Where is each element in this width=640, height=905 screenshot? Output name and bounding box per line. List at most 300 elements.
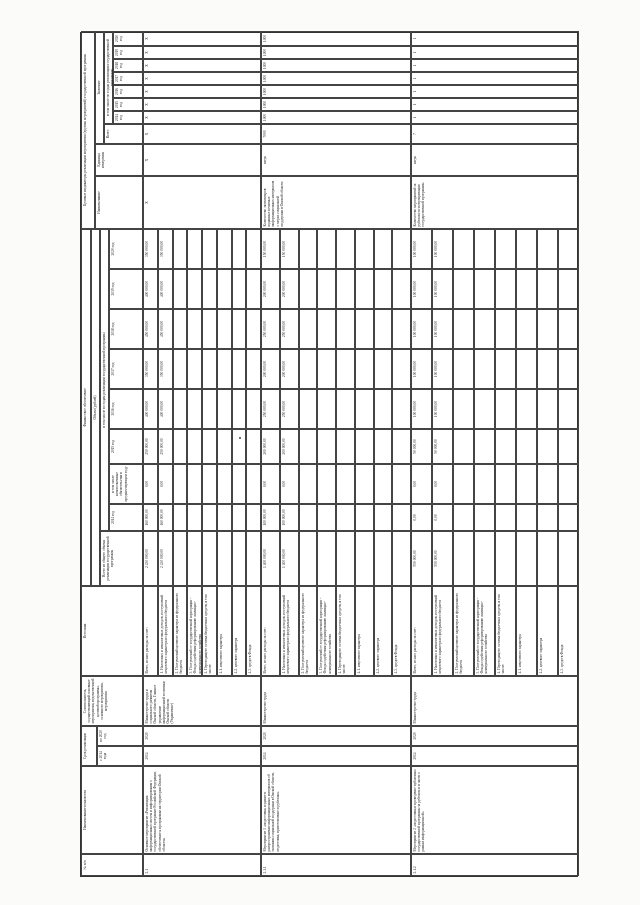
- row-value-v2018: 100 000,00: [411, 309, 432, 349]
- row-value-total: [187, 531, 202, 586]
- row-value-v2015: 200 000,00: [280, 429, 299, 464]
- row-value-v2014: [474, 504, 495, 531]
- row-value-v2015: [558, 429, 579, 464]
- row-value-v2016: [453, 389, 474, 429]
- row-value-v2019: [392, 269, 411, 309]
- row-source-line: 4.2. целевого характера: [232, 586, 247, 676]
- row-value-v2019: [374, 269, 393, 309]
- row-year-value: X: [143, 85, 261, 98]
- header-target-group: Целевые индикаторы реализации мероприятия (группы мероприятий) государственной программы: [81, 31, 95, 229]
- row-value-v2014b: 0,00: [411, 464, 432, 504]
- row-value-v2020: [317, 229, 336, 269]
- row-value-v2016: [246, 389, 261, 429]
- header-all: Всего: [104, 124, 143, 144]
- row-value-v2017: [173, 349, 188, 389]
- row-value-v2014: [187, 504, 202, 531]
- row-to: 2020: [143, 726, 261, 746]
- row-value-v2014b: [453, 464, 474, 504]
- row-exec: Министерство труда: [411, 676, 579, 726]
- row-num: 2.1.1: [261, 854, 411, 876]
- row-year-value: 1: [411, 46, 579, 59]
- row-value-v2018: 100 000,00: [432, 309, 453, 349]
- row-value-v2014b: [232, 464, 247, 504]
- row-value-v2018: [392, 309, 411, 349]
- header-ind-years: в том числе по годам реализации государственной программы: [104, 31, 113, 124]
- row-value-v2014b: 0,00: [261, 464, 280, 504]
- row-value-v2019: 100 000,00: [432, 269, 453, 309]
- row-value-v2014b: [317, 464, 336, 504]
- row-value-v2016: [392, 389, 411, 429]
- row-value-v2017: [246, 349, 261, 389]
- row-value-v2015: [299, 429, 318, 464]
- row-value-v2014: [217, 504, 232, 531]
- row-unit: штук: [411, 144, 579, 176]
- row-value-v2020: [392, 229, 411, 269]
- row-year-value: 1000: [261, 72, 411, 85]
- header-ind-name: Наименование: [95, 176, 143, 229]
- row-value-v2020: [355, 229, 374, 269]
- row-ind-name: Количество экземпляров изданных печатных информационных материалов о мерах социальной поддержки в Омской области: [261, 176, 411, 229]
- row-source-line: 2. Поступлений целевого характера из федерального бюджета: [453, 586, 474, 676]
- header-years-sub: в том числе по годам реализации государственной программы: [100, 229, 109, 531]
- row-value-v2014: [392, 504, 411, 531]
- row-value-v2016: 100 000,00: [411, 389, 432, 429]
- header-num: № п/п: [81, 854, 143, 876]
- row-value-v2014: [173, 504, 188, 531]
- row-unit: X: [143, 144, 261, 176]
- row-value-v2014b: [336, 464, 355, 504]
- row-source-line: 4.3. средств Фонда: [246, 586, 261, 676]
- row-value-v2015: [537, 429, 558, 464]
- row-year-value: 1000: [261, 111, 411, 124]
- row-value-v2019: [232, 269, 247, 309]
- row-value-v2016: [558, 389, 579, 429]
- row-value-v2014b: [173, 464, 188, 504]
- row-value-v2019: 400 000,00: [143, 269, 158, 309]
- row-value-v2019: [495, 269, 516, 309]
- row-value-v2016: [202, 389, 217, 429]
- header-source: Источник: [81, 586, 143, 676]
- row-value-v2019: 100 000,00: [411, 269, 432, 309]
- header-y2018: 2018 год: [113, 59, 143, 72]
- row-value-v2020: [173, 229, 188, 269]
- row-value-v2018: [516, 309, 537, 349]
- row-value-v2018: 250 000,00: [261, 309, 280, 349]
- row-value-v2020: [299, 229, 318, 269]
- row-unit: штук: [261, 144, 411, 176]
- row-year-value: 1: [411, 59, 579, 72]
- header-col-2014: 2014 год: [109, 504, 143, 531]
- row-value-total: 1 400 000,00: [261, 531, 280, 586]
- row-value-v2015: [217, 429, 232, 464]
- header-total: Всего из общего объема реализации государственной программы: [100, 531, 143, 586]
- row-value-v2017: [202, 349, 217, 389]
- row-value-v2019: [355, 269, 374, 309]
- row-num: 2.1: [143, 854, 261, 876]
- row-value-v2018: [246, 309, 261, 349]
- row-value-v2019: [336, 269, 355, 309]
- row-value-v2020: [537, 229, 558, 269]
- row-value-v2020: 350 000,00: [158, 229, 173, 269]
- row-value-v2020: [495, 229, 516, 269]
- row-ind-name: X: [143, 176, 261, 229]
- row-value-v2016: 400 000,00: [143, 389, 158, 429]
- header-from: с 2014 года: [97, 746, 143, 766]
- header-fin-group: Финансовое обеспечение: [81, 229, 91, 586]
- header-col-2017: 2017 год: [109, 349, 143, 389]
- row-source-line: 4.2. целевого характера: [374, 586, 393, 676]
- row-year-value: X: [143, 111, 261, 124]
- row-year-value: 1: [411, 85, 579, 98]
- row-exec: Министерство труда: [261, 676, 411, 726]
- row-value-total: [232, 531, 247, 586]
- row-value-v2015: 200 000,00: [261, 429, 280, 464]
- row-value-v2015: 50 000,00: [432, 429, 453, 464]
- row-value-v2016: [299, 389, 318, 429]
- row-value-v2019: 200 000,00: [261, 269, 280, 309]
- row-value-v2015: [232, 429, 247, 464]
- row-value-total: 550 000,00: [432, 531, 453, 586]
- header-col-2016: 2016 год: [109, 389, 143, 429]
- row-source-line: 4. Переходящего остатка бюджетных средств, в том числе:: [336, 586, 355, 676]
- row-value-v2014: [558, 504, 579, 531]
- row-value-v2020: 350 000,00: [143, 229, 158, 269]
- row-value-v2018: 450 000,00: [158, 309, 173, 349]
- row-source-line: Всего, из них расходы за счет:: [261, 586, 280, 676]
- row-value-v2017: [495, 349, 516, 389]
- row-source-line: 1. Налоговых и неналоговых доходов, поступлений нецелевого характера из федерального бюджета: [280, 586, 299, 676]
- row-value-v2014b: [217, 464, 232, 504]
- row-value-v2014b: 0,00: [280, 464, 299, 504]
- row-value-v2017: [336, 349, 355, 389]
- row-source-line: 4.3. средств Фонда: [558, 586, 579, 676]
- row-value-v2019: [217, 269, 232, 309]
- row-value-v2017: 100 000,00: [432, 349, 453, 389]
- row-value-v2016: [495, 389, 516, 429]
- row-value-v2014b: [495, 464, 516, 504]
- header-col-2019: 2019 год: [109, 269, 143, 309]
- row-value-v2017: 350 000,00: [158, 349, 173, 389]
- header-y2020: 2020 год: [113, 31, 143, 46]
- row-value-v2017: [299, 349, 318, 389]
- row-value-v2015: [474, 429, 495, 464]
- row-value-v2018: [453, 309, 474, 349]
- row-value-total: [495, 531, 516, 586]
- row-value-v2015: [516, 429, 537, 464]
- row-source-line: 4.2. целевого характера: [537, 586, 558, 676]
- row-year-value: 1: [411, 98, 579, 111]
- row-value-v2014: [246, 504, 261, 531]
- row-value-v2014: [537, 504, 558, 531]
- header-col-2015: 2015 год: [109, 429, 143, 464]
- row-value-v2017: [232, 349, 247, 389]
- row-value-v2014: 0,00: [411, 504, 432, 531]
- row-source-line: 4. Переходящего остатка бюджетных средств, в том числе:: [202, 586, 217, 676]
- row-value-v2014: 100 000,00: [261, 504, 280, 531]
- row-value-v2017: 200 000,00: [280, 349, 299, 389]
- row-value-v2017: [516, 349, 537, 389]
- row-value-v2016: 250 000,00: [261, 389, 280, 429]
- row-value-total: [558, 531, 579, 586]
- row-year-value: 1: [411, 111, 579, 124]
- row-value-v2016: [187, 389, 202, 429]
- row-from: 2014: [411, 746, 579, 766]
- row-value-v2016: [355, 389, 374, 429]
- row-value-v2017: [453, 349, 474, 389]
- row-value-v2020: [453, 229, 474, 269]
- header-col-2020: 2020 год: [109, 229, 143, 269]
- row-value-v2020: 150 000,00: [261, 229, 280, 269]
- header-vol-group: Объем (рублей): [91, 229, 100, 586]
- row-value-v2019: [516, 269, 537, 309]
- row-year-value: 1000: [261, 31, 411, 46]
- row-value-v2014b: [202, 464, 217, 504]
- row-value-v2018: [187, 309, 202, 349]
- row-exec: Министерство труда и социального развития Омской области, Главное управление информационной политики Омской области (Управление): [143, 676, 261, 726]
- row-value-v2018: [217, 309, 232, 349]
- row-value-v2017: [355, 349, 374, 389]
- header-col-2014b: в том числе неисполненные обязательства в предшествующем году: [109, 464, 143, 504]
- row-source-line: 3. Поступлений от государственной корпорации - Фонда содействия реформированию жилищно-коммунального хозяйства: [187, 586, 202, 676]
- row-value-v2016: 400 000,00: [158, 389, 173, 429]
- header-y2014: 2014 год: [113, 111, 143, 124]
- row-source-line: 4. Переходящего остатка бюджетных средств, в том числе:: [495, 586, 516, 676]
- row-value-total: 1 400 000,00: [280, 531, 299, 586]
- header-col-2018: 2018 год: [109, 309, 143, 349]
- row-value-total: 2 430 000,00: [143, 531, 158, 586]
- row-to: 2020: [411, 726, 579, 746]
- row-value-total: [299, 531, 318, 586]
- row-value-v2016: [336, 389, 355, 429]
- row-value-v2020: 100 000,00: [411, 229, 432, 269]
- row-value-total: [537, 531, 558, 586]
- row-value-v2020: [232, 229, 247, 269]
- row-value-v2015: [374, 429, 393, 464]
- row-source-line: 4.1. нецелевого характера: [217, 586, 232, 676]
- row-value-v2017: 350 000,00: [143, 349, 158, 389]
- row-source-line: Всего, из них расходы за счет:: [143, 586, 158, 676]
- row-value-v2016: 250 000,00: [280, 389, 299, 429]
- row-value-total: [453, 531, 474, 586]
- row-value-v2016: 100 000,00: [432, 389, 453, 429]
- row-value-v2018: [537, 309, 558, 349]
- row-value-v2020: 100 000,00: [432, 229, 453, 269]
- row-value-v2019: [537, 269, 558, 309]
- row-value-total: [516, 531, 537, 586]
- row-value-v2020: [187, 229, 202, 269]
- row-value-v2018: 250 000,00: [280, 309, 299, 349]
- row-value-total: [202, 531, 217, 586]
- row-ind-name: Количество мероприятий за рубежом по популяризации государственной программы: [411, 176, 579, 229]
- row-value-v2014: 160 000,00: [143, 504, 158, 531]
- row-value-v2017: [374, 349, 393, 389]
- row-source-line: 4.1. нецелевого характера: [355, 586, 374, 676]
- row-value-v2020: [558, 229, 579, 269]
- row-value-v2014b: [246, 464, 261, 504]
- row-name: Основное мероприятие «Реализация информационных систем и информирования о государственной программе Российской Федерации, обеспечение к программам на территории Омской области»: [143, 766, 261, 854]
- row-value-v2014: [232, 504, 247, 531]
- row-year-value: X: [143, 98, 261, 111]
- row-value-v2014: [202, 504, 217, 531]
- row-value-v2014b: [187, 464, 202, 504]
- row-source-line: 1. Налоговых и неналоговых доходов, поступлений нецелевого характера из федерального бюджета: [432, 586, 453, 676]
- row-value-v2017: [392, 349, 411, 389]
- row-value-v2014: [355, 504, 374, 531]
- row-value-v2018: [299, 309, 318, 349]
- row-value-v2014: [516, 504, 537, 531]
- row-value-v2017: 100 000,00: [411, 349, 432, 389]
- row-value-v2015: [173, 429, 188, 464]
- header-y2015: 2015 год: [113, 98, 143, 111]
- row-value-v2018: [173, 309, 188, 349]
- row-value-v2015: [202, 429, 217, 464]
- row-value-v2014b: [392, 464, 411, 504]
- row-value-v2014b: [558, 464, 579, 504]
- row-value-v2019: [453, 269, 474, 309]
- row-value-v2019: [202, 269, 217, 309]
- row-value-v2018: [336, 309, 355, 349]
- row-value-v2020: [246, 229, 261, 269]
- row-value-v2016: [537, 389, 558, 429]
- row-source-line: 2. Поступлений целевого характера из федерального бюджета: [299, 586, 318, 676]
- row-source-line: Всего, из них расходы за счет:: [411, 586, 432, 676]
- row-value-v2014: [374, 504, 393, 531]
- row-value-v2019: 400 000,00: [158, 269, 173, 309]
- row-value-total: [355, 531, 374, 586]
- header-y2017: 2017 год: [113, 72, 143, 85]
- row-value-v2019: [187, 269, 202, 309]
- row-from: 2014: [261, 746, 411, 766]
- row-value-v2014b: [374, 464, 393, 504]
- row-value-v2017: 200 000,00: [261, 349, 280, 389]
- row-value-v2014b: [516, 464, 537, 504]
- row-value-v2016: [232, 389, 247, 429]
- row-value-total: [392, 531, 411, 586]
- row-value-v2018: [232, 309, 247, 349]
- row-value-v2014b: [474, 464, 495, 504]
- header-period: Срок реализации: [81, 726, 97, 766]
- row-value-v2018: 450 000,00: [143, 309, 158, 349]
- row-source-line: 4.1. нецелевого характера: [516, 586, 537, 676]
- row-value-v2019: [246, 269, 261, 309]
- row-year-value: X: [143, 72, 261, 85]
- row-value-v2016: [474, 389, 495, 429]
- row-value-v2020: [516, 229, 537, 269]
- row-value-v2019: [299, 269, 318, 309]
- row-value-v2019: [558, 269, 579, 309]
- header-to: по 2020 год: [97, 726, 143, 746]
- row-value-v2014b: [299, 464, 318, 504]
- header-y2016: 2016 год: [113, 85, 143, 98]
- row-value-v2014b: [537, 464, 558, 504]
- row-value-v2020: [374, 229, 393, 269]
- row-year-value: 1000: [261, 98, 411, 111]
- row-year-value: 1000: [261, 59, 411, 72]
- row-value-v2014b: 0,00: [158, 464, 173, 504]
- row-value-v2015: [355, 429, 374, 464]
- row-year-value: 1000: [261, 85, 411, 98]
- header-name: Наименование показателя: [81, 766, 143, 854]
- row-value-v2017: [558, 349, 579, 389]
- header-unit: Единица измерения: [95, 144, 143, 176]
- row-value-v2014b: [355, 464, 374, 504]
- row-value-v2019: [173, 269, 188, 309]
- row-year-value: X: [143, 46, 261, 59]
- row-value-v2017: [187, 349, 202, 389]
- row-value-v2020: [217, 229, 232, 269]
- row-value-v2014b: 0,00: [432, 464, 453, 504]
- header-y2019: 2019 год: [113, 46, 143, 59]
- row-value-v2014: [336, 504, 355, 531]
- row-value-v2015: [187, 429, 202, 464]
- row-year-value: 1000: [261, 46, 411, 59]
- row-all: X: [143, 124, 261, 144]
- row-value-v2018: [495, 309, 516, 349]
- row-value-v2014b: 0,00: [143, 464, 158, 504]
- row-value-v2019: [474, 269, 495, 309]
- row-value-v2014: [299, 504, 318, 531]
- row-value-v2019: [317, 269, 336, 309]
- row-all: 7000: [261, 124, 411, 144]
- row-value-v2018: [374, 309, 393, 349]
- row-from: 2014: [143, 746, 261, 766]
- row-value-v2016: [516, 389, 537, 429]
- row-value-v2020: [336, 229, 355, 269]
- row-value-v2015: 250 000,00: [143, 429, 158, 464]
- row-value-v2014: 160 000,00: [158, 504, 173, 531]
- row-value-total: 2 430 000,00: [158, 531, 173, 586]
- row-year-value: 1: [411, 72, 579, 85]
- row-value-v2016: [374, 389, 393, 429]
- row-value-v2015: [336, 429, 355, 464]
- row-value-total: [317, 531, 336, 586]
- row-source-line: 1. Налоговых и неналоговых доходов, поступлений нецелевого характера из федерального бюджета: [158, 586, 173, 676]
- row-value-v2015: 50 000,00: [411, 429, 432, 464]
- row-value-v2019: 200 000,00: [280, 269, 299, 309]
- row-to: 2020: [261, 726, 411, 746]
- row-value-v2016: [173, 389, 188, 429]
- row-value-total: [173, 531, 188, 586]
- row-value-v2014: 100 000,00: [280, 504, 299, 531]
- row-value-v2017: [537, 349, 558, 389]
- row-value-v2020: [474, 229, 495, 269]
- row-value-v2017: [217, 349, 232, 389]
- row-value-v2014: [317, 504, 336, 531]
- row-year-value: X: [143, 59, 261, 72]
- row-value-total: [217, 531, 232, 586]
- row-value-v2015: [495, 429, 516, 464]
- row-value-v2020: 150 000,00: [280, 229, 299, 269]
- row-value-v2018: [355, 309, 374, 349]
- row-value-v2018: [474, 309, 495, 349]
- row-value-v2015: [317, 429, 336, 464]
- row-source-line: 4.3. средств Фонда: [392, 586, 411, 676]
- row-value-v2015: 250 000,00: [158, 429, 173, 464]
- row-value-v2015: [392, 429, 411, 464]
- row-value-v2014: [495, 504, 516, 531]
- header-exec: Соисполнитель, осуществляющий основные мероприятия, ведомственной целевой программы, основного мероприятия, мероприятия: [81, 676, 143, 726]
- row-value-total: [336, 531, 355, 586]
- row-value-v2015: [246, 429, 261, 464]
- program-table: [80, 32, 578, 877]
- row-value-total: 550 000,00: [411, 531, 432, 586]
- row-value-total: [246, 531, 261, 586]
- row-value-v2014: [453, 504, 474, 531]
- row-value-v2020: [202, 229, 217, 269]
- row-value-v2018: [317, 309, 336, 349]
- row-value-v2016: [217, 389, 232, 429]
- row-value-v2014: 0,00: [432, 504, 453, 531]
